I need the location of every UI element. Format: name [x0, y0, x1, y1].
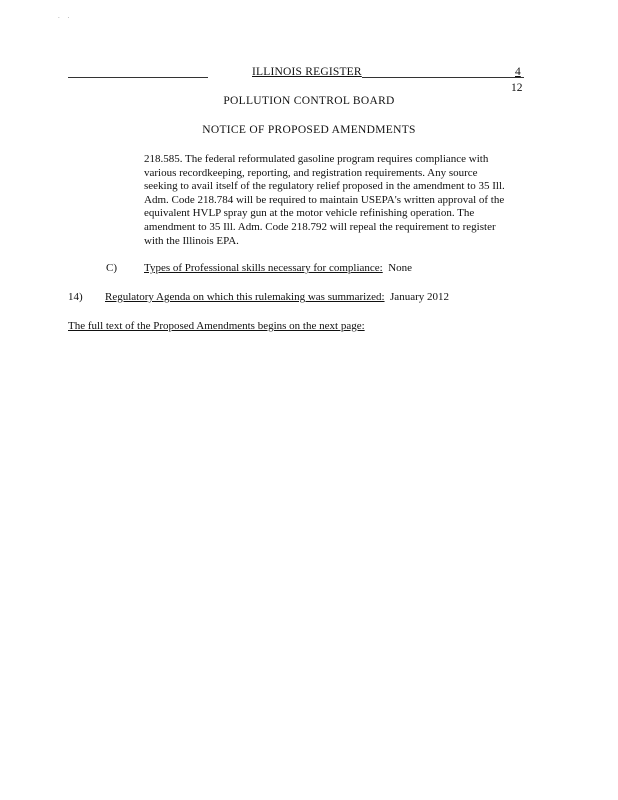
- item-c-value: None: [388, 262, 413, 274]
- paragraph-line: amendment to 35 Ill. Adm. Code 218.792 will repeal the requirement to register: [144, 220, 496, 233]
- board-heading: POLLUTION CONTROL BOARD: [223, 95, 395, 107]
- full-text-note: The full text of the Proposed Amendments begins on the next page:: [68, 320, 365, 332]
- paragraph-line: with the Illinois EPA.: [144, 234, 239, 247]
- item-14-value: January 2012: [390, 291, 449, 303]
- page-number: 4: [515, 66, 521, 78]
- paragraph-line: various recordkeeping, reporting, and registration requirements. Any source: [144, 166, 478, 179]
- paragraph-line: seeking to avail itself of the regulatory relief proposed in the amendment to 35 Ill.: [144, 180, 505, 193]
- item-14-label: 14): [68, 291, 83, 303]
- header-rule-left: [68, 77, 208, 78]
- item-c-heading: Types of Professional skills necessary for compliance:: [144, 262, 383, 274]
- notice-heading: NOTICE OF PROPOSED AMENDMENTS: [202, 124, 416, 136]
- paragraph-line: Adm. Code 218.784 will be required to maintain USEPA's written approval of the: [144, 193, 505, 206]
- header-rule-right: [362, 77, 524, 78]
- corner-mark: . .: [58, 12, 73, 20]
- paragraph: [144, 153, 534, 248]
- item-14-heading: Regulatory Agenda on which this rulemaking was summarized:: [105, 291, 385, 303]
- paragraph-line: 218.585. The federal reformulated gasoline program requires compliance with: [144, 153, 489, 165]
- item-14-text: [105, 291, 449, 305]
- item-c-label: C): [106, 262, 117, 274]
- item-c-text: [144, 262, 412, 276]
- paragraph-line: equivalent HVLP spray gun at the motor vehicle refinishing operation. The: [144, 207, 475, 220]
- volume-number: 12: [511, 82, 523, 94]
- register-title: ILLINOIS REGISTER: [252, 66, 362, 78]
